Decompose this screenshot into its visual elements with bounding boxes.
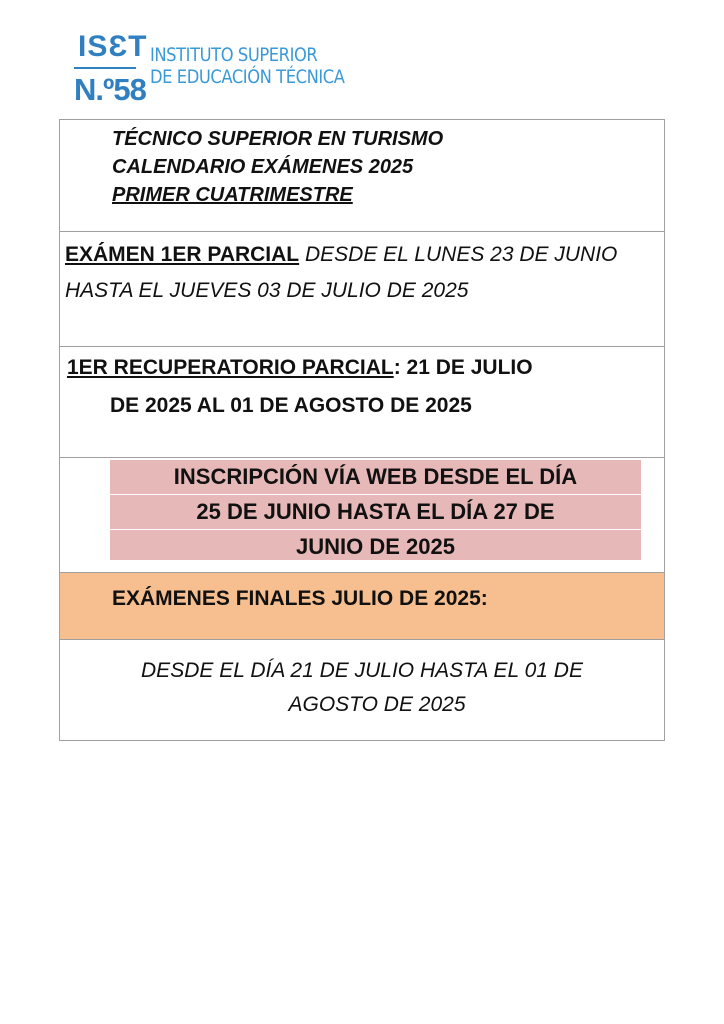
registration-row — [60, 458, 664, 573]
calendar-header — [112, 125, 443, 209]
registration-notice — [110, 460, 641, 560]
calendar-header-row — [60, 120, 664, 232]
logo-abbreviation: ISƐT — [78, 30, 148, 63]
recovery-colon: : — [393, 356, 401, 379]
logo-mark — [74, 30, 148, 110]
first-partial-dates: DESDE EL LUNES 23 DE JUNIO HASTA EL JUEVES 03 DE JULIO DE 2025 — [65, 243, 618, 302]
recovery-label: 1ER RECUPERATORIO PARCIAL — [67, 356, 394, 379]
calendar-title: CALENDARIO EXÁMENES 2025 — [112, 156, 414, 178]
finals-title: EXÁMENES FINALES JULIO DE 2025: — [112, 587, 488, 610]
finals-dates-row — [60, 640, 664, 740]
career-title: TÉCNICO SUPERIOR EN TURISMO — [112, 128, 444, 150]
recovery-row — [60, 347, 664, 458]
registration-line1: INSCRIPCIÓN VÍA WEB DESDE EL DÍA — [110, 460, 641, 495]
first-partial-label: EXÁMEN 1ER PARCIAL — [65, 243, 300, 266]
logo-divider — [74, 67, 136, 69]
recovery-dates-line1: 21 DE JULIO — [406, 356, 533, 379]
finals-title-row — [60, 573, 664, 640]
registration-line3: JUNIO DE 2025 — [296, 534, 455, 559]
logo-name-line1: INSTITUTO SUPERIOR — [150, 44, 318, 66]
first-partial-row — [60, 232, 664, 347]
recovery-text — [67, 349, 533, 425]
registration-line2: 25 DE JUNIO HASTA EL DÍA 27 DE — [110, 495, 641, 530]
exam-calendar-table — [59, 119, 665, 741]
first-partial-text — [65, 237, 661, 309]
finals-dates-line1: DESDE EL DÍA 21 DE JULIO HASTA EL 01 DE — [141, 659, 583, 682]
logo-name-line2: DE EDUCACIÓN TÉCNICA — [150, 66, 345, 88]
finals-dates-line2: AGOSTO DE 2025 — [288, 693, 466, 716]
logo-institute-name — [150, 44, 345, 88]
term-title: PRIMER CUATRIMESTRE — [112, 184, 353, 206]
institute-logo — [74, 30, 345, 110]
finals-dates — [60, 654, 664, 722]
recovery-dates-line2: DE 2025 AL 01 DE AGOSTO DE 2025 — [110, 394, 472, 417]
logo-number: N.º58 — [74, 72, 146, 107]
